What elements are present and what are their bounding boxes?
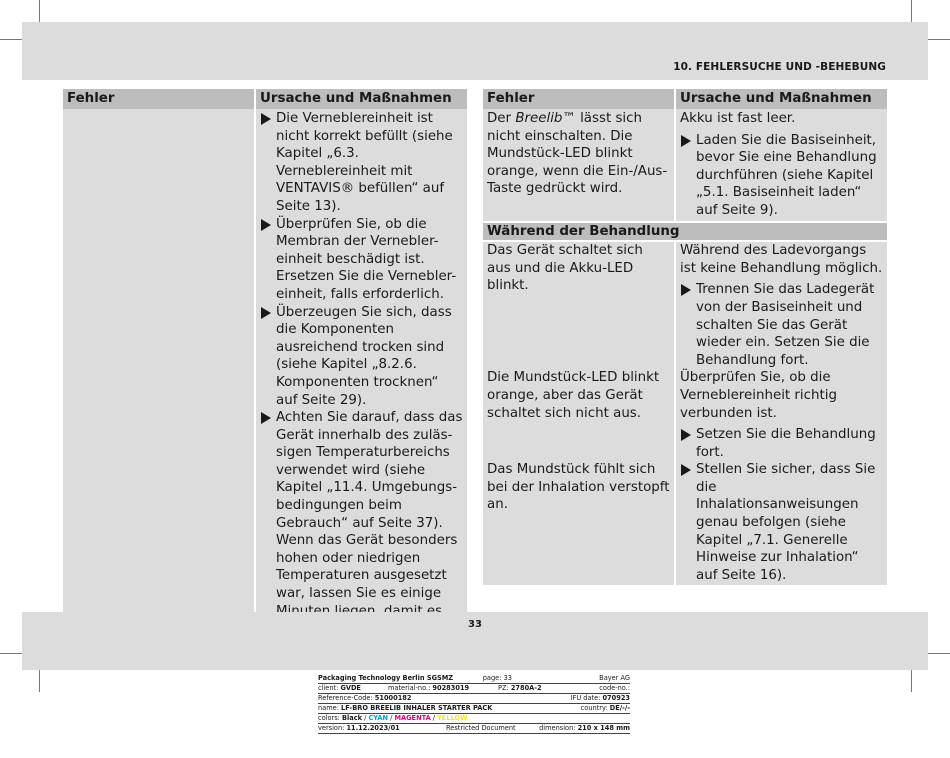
fehler-cell: Das Gerät schaltet sich aus und die Akku-LED blinkt. xyxy=(483,241,675,369)
list-item: Überprüfen Sie, ob die Membran der Vernebler-einheit beschädigt ist. Ersetzen Sie die Vernebler-einheit, falls erforderlich. xyxy=(260,216,463,304)
arrow-right-icon xyxy=(261,412,271,424)
crop-mark xyxy=(0,653,22,654)
arrow-right-icon xyxy=(261,219,271,231)
cause-text: Während des Ladevorgangs ist keine Behandlung möglich. xyxy=(680,243,883,276)
print-info-box xyxy=(318,674,630,734)
list-item: Achten Sie darauf, dass das Gerät innerhalb des zuläs-sigen Temperaturbereichs verwendet wird (siehe Kapitel „11.4. Umgebungs-bedingungen beim Gebrauch“ auf Seite 37). Wenn das Gerät besonders hohen oder niedrigen Temperaturen ausgesetzt war, lassen Sie es einige xyxy=(260,409,463,655)
section-title: 10. FEHLERSUCHE UND -BEHEBUNG xyxy=(673,61,886,73)
page-number: 33 xyxy=(468,619,482,630)
print-info-row: colors: Black / CYAN / MAGENTA / YELLOW xyxy=(318,714,630,724)
table-row xyxy=(483,461,887,585)
left-troubleshooting-table xyxy=(63,89,467,655)
arrow-right-icon xyxy=(681,135,691,147)
column-header-fehler: Fehler xyxy=(63,89,255,109)
fehler-cell: Das Mundstück fühlt sich bei der Inhalation verstopft an. xyxy=(483,461,675,585)
crop-mark xyxy=(928,39,950,40)
arrow-right-icon xyxy=(261,113,271,125)
color-cyan: CYAN xyxy=(368,714,389,722)
list-item: Laden Sie die Basiseinheit, bevor Sie eine Behandlung durchführen (siehe Kapitel „5.1. Basiseinheit laden“ auf Seite 9). xyxy=(680,132,883,220)
cause-text: Überprüfen Sie, ob die Verneblereinheit richtig verbunden ist. xyxy=(680,370,837,421)
cause-text: Akku ist fast leer. xyxy=(680,111,796,126)
arrow-right-icon xyxy=(681,284,691,296)
subheader-row xyxy=(483,222,887,242)
column-header-ursache: Ursache und Maßnahmen xyxy=(675,89,887,109)
table-row xyxy=(483,369,887,461)
right-table-header xyxy=(483,89,887,109)
print-info-row: Reference-Code: 51000182 IFU date: 070923 xyxy=(318,694,630,702)
list-item: Stellen Sie sicher, dass Sie die Inhalationsanweisungen genau befolgen (siehe Kapitel „7.1. Generelle Hinweise zur Inhalation“ auf Seite 16). xyxy=(680,461,883,584)
crop-mark xyxy=(39,0,40,22)
table-row xyxy=(483,241,887,369)
color-magenta: MAGENTA xyxy=(394,714,431,722)
column-header-fehler: Fehler xyxy=(483,89,675,109)
list-item: Trennen Sie das Ladegerät von der Basiseinheit und schalten Sie das Gerät wieder ein. Setzen Sie die Behandlung fort. xyxy=(680,281,883,369)
subheader: Während der Behandlung xyxy=(483,222,887,242)
ursache-cell xyxy=(675,109,887,222)
print-info-row: name: LF-BRO BREELIB INHALER STARTER PACK country: DE/-/- xyxy=(318,704,630,712)
print-info-row: client: GVDE material-no.: 90283019 PZ: 2780A-2 code-no.: xyxy=(318,684,630,692)
ursache-cell xyxy=(675,241,887,369)
ursache-cell xyxy=(675,369,887,461)
column-header-ursache: Ursache und Maßnahmen xyxy=(255,89,467,109)
color-yellow: YELLOW xyxy=(437,714,468,722)
crop-mark xyxy=(928,653,950,654)
crop-mark xyxy=(911,670,912,692)
left-table-header xyxy=(63,89,467,109)
table-row xyxy=(483,109,887,222)
list-item: Die Verneblereinheit ist nicht korrekt befüllt (siehe Kapitel „6.3. Verneblereinheit mit VENTAVIS® befüllen“ auf Seite 13). xyxy=(260,110,463,216)
fehler-cell: Die Mundstück-LED blinkt orange, aber das Gerät schaltet sich nicht aus. xyxy=(483,369,675,461)
crop-mark xyxy=(39,670,40,692)
arrow-right-icon xyxy=(681,464,691,476)
list-item: Überzeugen Sie sich, dass die Komponenten ausreichend trocken sind (siehe Kapitel „8.2.6. Komponenten trocknen“ auf Seite 29). xyxy=(260,304,463,410)
crop-mark xyxy=(911,0,912,22)
table-row xyxy=(63,109,467,655)
ursache-cell xyxy=(255,109,467,655)
ursache-cell xyxy=(675,461,887,585)
print-info-row: Packaging Technology Berlin SGSMZ page: 33 Bayer AG xyxy=(318,674,631,682)
fehler-cell: Der Breelib™ lässt sich nicht einschalten. Die Mundstück-LED blinkt orange, wenn die Ein-/Aus-Taste gedrückt wird. xyxy=(483,109,675,222)
fehler-cell xyxy=(63,109,255,655)
list-item: Setzen Sie die Behandlung fort. xyxy=(680,426,883,461)
print-info-row: version: 11.12.2023/01 Restricted Document dimension: 210 x 148 mm xyxy=(318,724,630,732)
arrow-right-icon xyxy=(681,429,691,441)
arrow-right-icon xyxy=(261,307,271,319)
crop-mark xyxy=(0,39,22,40)
product-name: Breelib xyxy=(515,111,563,126)
right-troubleshooting-table xyxy=(483,89,887,585)
